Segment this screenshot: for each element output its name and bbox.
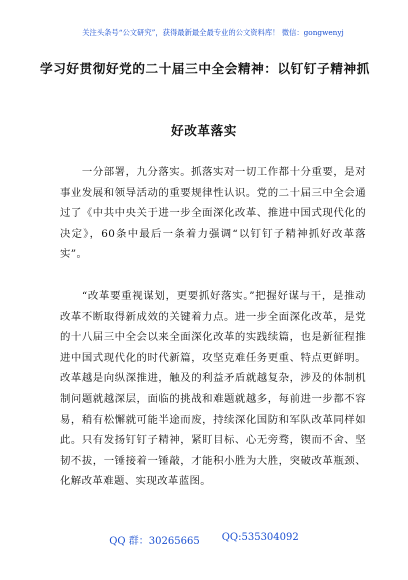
promo-header: 关注头条号“公文研究”，获得最新最全最专业的公文资料库！ 微信：gongwenyj [82,28,344,37]
qq-group-label: QQ 群：30265665 [109,536,200,547]
body-section-1 [60,162,366,265]
document-title-line1: 学习好贯彻好党的二十届三中全会精神：以钉钉子精神抓 [40,61,370,76]
document-title-line2: 好改革落实 [171,123,237,138]
contact-footer [40,532,368,547]
body-section-2 [60,286,366,492]
paragraph-2: “改革要重视谋划，更要抓好落实。”把握好谋与干，是推动改革不断取得新成效的关键着力点。进一步全面深化改革，是党的十八届三中全会以来全面深化改革的实践续篇，也是新征程推进中国式现代化的时代新篇，攻坚克难任务更重、特点更鲜明。改革越是向纵深推进，触及的利益矛盾就越复杂，涉及的体制机制问题就越深层，面临的挑战和难题就越多，每前进一步都不容易，稍有松懈就可能半途而废，持续深化国防和军队改革同样如此。只有发扬钉钉子精神，紧盯目标、心无旁骛，锲而不舍、坚韧不拔，一锤接着一锤敲，才能积小胜为大胜，突破改革瓶颈、化解改革难题、实现改革蓝图。 [60,290,366,488]
qq-contact-label: QQ:535304092 [221,532,299,543]
paragraph-1: 一分部署，九分落实。抓落实对一切工作都十分重要，是对事业发展和领导活动的重要规律性认识。党的二十届三中全会通过了《中共中央关于进一步全面深化改革、推进中国式现代化的决定》，60条中最后一条着力强调“以钉钉子精神抓好改革落实”。 [60,166,366,261]
